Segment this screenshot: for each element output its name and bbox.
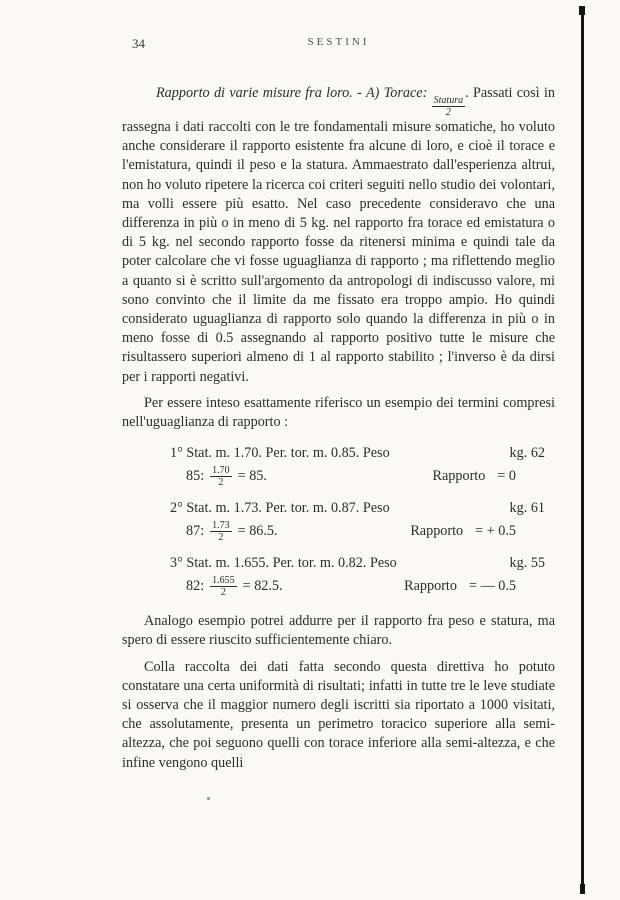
fraction-numerator: 1.73 <box>212 520 230 532</box>
paragraph-1-text: . Passati così in rassegna i dati raccolti con le tre fondamentali misure somatiche, ho voluto anche considerare il rapporto esistente fra alcune di loro, e cioè il torace e l'emistatura, quindi il peso e la statura. Ammaestrato dall'esperienza altrui, non ho voluto ripetere la ricerca coi criteri seguiti nello studio dei volontari, ma volli essere più esatto. Nel caso precedente consideravo che una differenza in più o in meno di 5 kg. nel rapporto fra torace ed emistatura o di 5 kg. nel secondo rapporto fosse da ritenersi minima e quindi tale da poter calcolare che vi fosse uguaglianza di rapporto ; ma riflettendo meglio a quanto si è scritto sull'argomento da antropologi di indiscusso valore, mi sono convinto che il limite da me fissato era troppo ampio. Ho quindi considerato uguaglianza di rapporto solo quando la differenza in più o in meno fosse di 0.5 assegnando al rapporto positivo tutte le misure che risultassero superiori almeno di 1 al rapporto stabilito ; l'inverso è da dirsi per i rapporti negativi. <box>122 85 555 385</box>
example-2-measures: 2° Stat. m. 1.73. Per. tor. m. 0.87. Peso <box>170 500 390 517</box>
example-2-rapporto <box>410 522 516 541</box>
example-2-equation <box>186 520 278 543</box>
example-3-lhs: 82: <box>186 578 205 595</box>
paragraph-1-lead-italic: Rapporto di varie misure fra loro. - A) Torace: <box>156 85 428 101</box>
example-2-fraction <box>210 520 232 543</box>
rapporto-label: Rapporto <box>410 523 464 540</box>
example-3-ratio-row <box>186 573 516 600</box>
fraction-denominator: 2 <box>218 477 224 489</box>
paragraph-2: Per essere inteso esattamente riferisco un esempio dei termini compresi nell'uguaglianza di rapporto : <box>122 394 555 431</box>
example-3-result: = 82.5. <box>242 578 283 595</box>
example-1-fraction <box>210 465 232 488</box>
fraction-numerator: Statura <box>433 95 464 106</box>
scan-artifact-bottom-mark <box>580 884 585 894</box>
example-1-rapporto <box>433 467 516 486</box>
example-1-measures-row <box>170 444 545 463</box>
example-item-3 <box>170 554 550 600</box>
scan-artifact-speck <box>207 797 210 800</box>
example-1-measures: 1° Stat. m. 1.70. Per. tor. m. 0.85. Peso <box>170 445 390 462</box>
fraction-numerator: 1.70 <box>212 465 230 477</box>
example-2-measures-row <box>170 499 545 518</box>
fraction-denominator: 2 <box>220 587 226 599</box>
rapporto-label: Rapporto <box>404 578 457 595</box>
example-item-2 <box>170 499 550 545</box>
rapporto-value: = + 0.5 <box>475 523 516 540</box>
page-number: 34 <box>132 36 145 51</box>
example-3-weight: kg. 55 <box>509 555 545 572</box>
text-block <box>122 84 555 773</box>
rapporto-value: = — 0.5 <box>468 578 516 595</box>
fraction-denominator: 2 <box>445 107 451 118</box>
example-2-result: = 86.5. <box>237 523 278 540</box>
paragraph-3: Analogo esempio potrei addurre per il rapporto fra peso e statura, ma spero di essere riuscito sufficientemente chiaro. <box>122 613 555 649</box>
fraction-denominator: 2 <box>218 532 224 544</box>
rapporto-label: Rapporto <box>432 468 486 485</box>
example-3-measures-row <box>170 554 545 573</box>
scan-artifact-vertical-line <box>581 6 584 894</box>
example-1-result: = 85. <box>237 468 267 485</box>
fraction-numerator: 1.655 <box>212 575 235 587</box>
example-1-lhs: 85: <box>186 468 205 485</box>
example-1-ratio-row <box>186 463 516 490</box>
running-header <box>122 36 555 54</box>
example-1-weight: kg. 62 <box>509 445 545 462</box>
example-3-equation <box>186 575 283 598</box>
example-3-measures: 3° Stat. m. 1.655. Per. tor. m. 0.82. Peso <box>170 555 397 572</box>
example-1-equation <box>186 465 267 488</box>
paragraph-4: Colla raccolta dei dati fatta secondo questa direttiva ho potuto constatare una certa uniformità di risultati; infatti in tutte tre le leve studiate si osserva che il maggior numero degli iscritti sia riportato a 1000 visitati, che assolutamente, presenta un perimetro toracico superiore alla semi-altezza, che poi seguono quelli con torace inferiore alla semi-altezza, e che infine vengono quelli <box>122 658 555 771</box>
example-2-ratio-row <box>186 518 516 545</box>
example-item-1 <box>170 444 550 490</box>
example-3-rapporto <box>404 577 516 596</box>
paragraph-1 <box>122 84 555 387</box>
examples-block <box>170 444 550 600</box>
example-2-weight: kg. 61 <box>509 500 545 517</box>
example-3-fraction <box>210 575 237 598</box>
inline-fraction-statura <box>432 95 465 118</box>
scan-artifact-top-mark <box>579 6 585 15</box>
rapporto-value: = 0 <box>497 468 516 485</box>
example-2-lhs: 87: <box>186 523 205 540</box>
running-header-title: SESTINI <box>307 36 370 48</box>
